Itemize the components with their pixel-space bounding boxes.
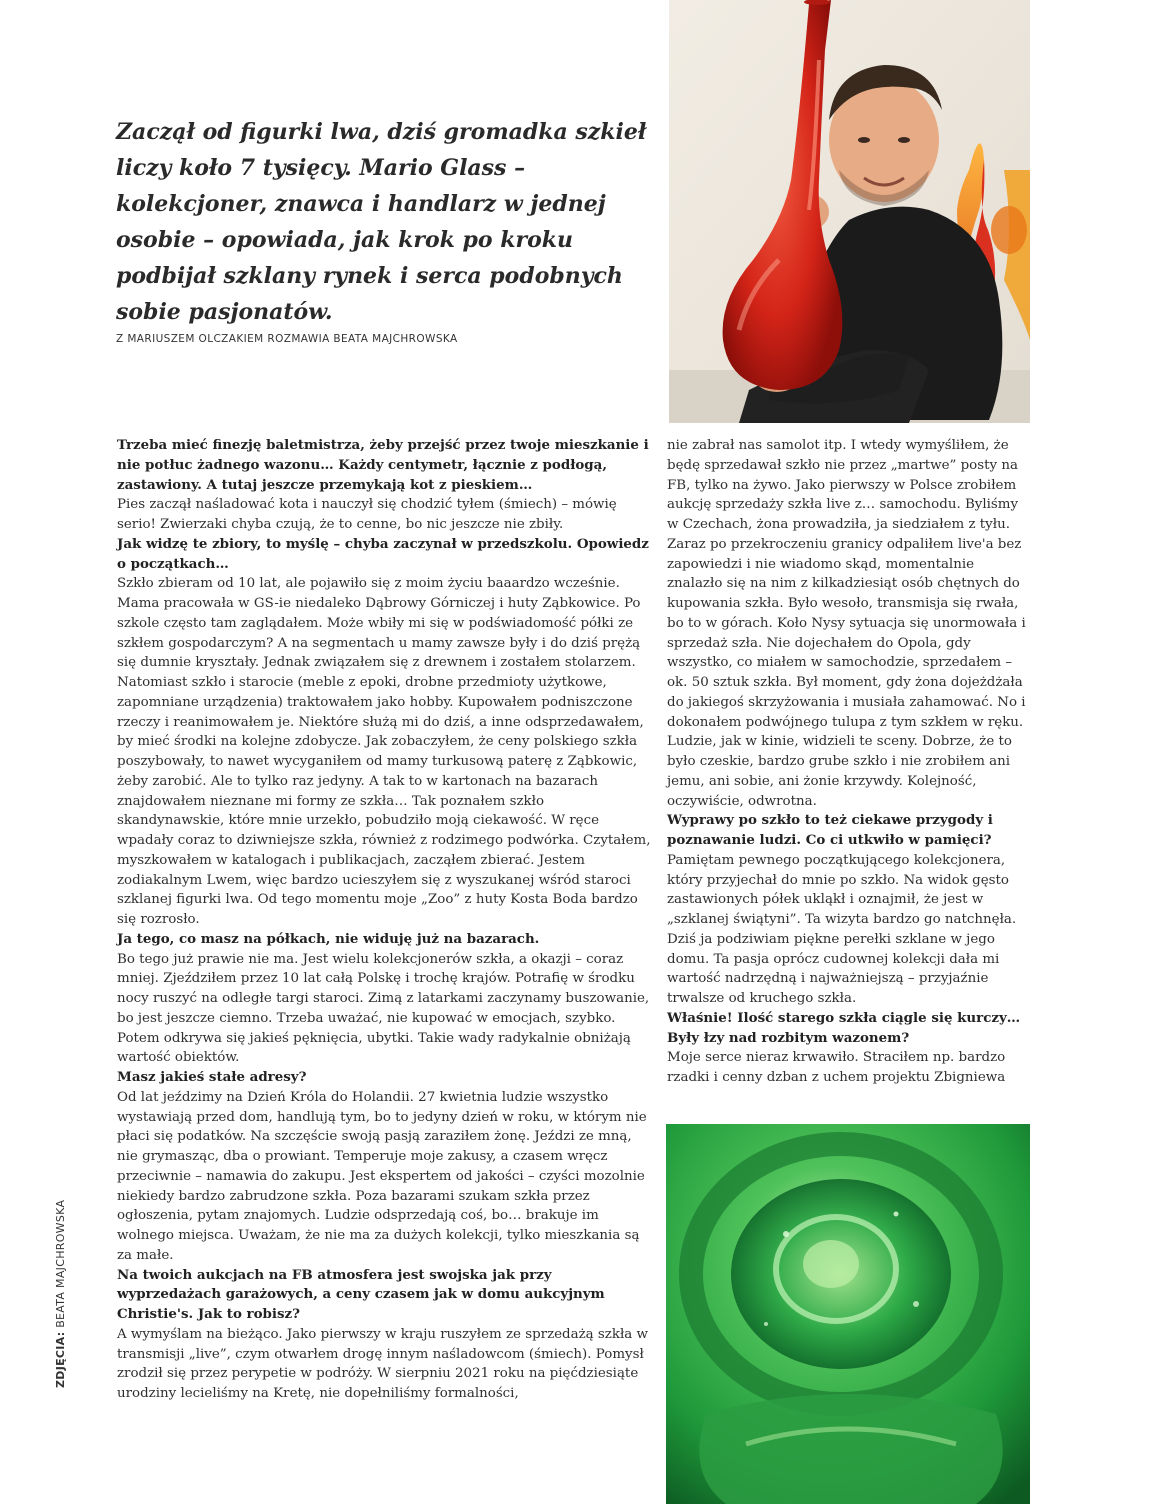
- interview-question: Wyprawy po szkło to też ciekawe przygody i poznawanie ludzi. Co ci utkwiło w pamięci?: [667, 812, 993, 848]
- interview-answer: nie zabrał nas samolot itp. I wtedy wymyśliłem, że będę sprzedawał szkło nie przez „martwe” posty na FB, tylko na żywo. Jako pierwszy w Polsce zrobiłem aukcję sprzedaży szkła live z… samochodu. Byliśmy w Czechach, żona prowadziła, ja siedziałem z tyłu. Zaraz po przekroczeniu granicy odpaliłem live'a bez zapowiedzi i nie wiadomo skąd, momentalnie znalazło się na nim z kilkadziesiąt osób chętnych do kupowania szkła. Było wesoło, transmisja się rwała, bo to w górach. Koło Nysy sytuacja się unormowała i sprzedaż szła. Nie dojechałem do Opola, gdy wszystko, co miałem w samochodzie, sprzedałem – ok. 50 sztuk szkła. Był moment, gdy żona dojeżdżała do jakiegoś skrzyżowania i musiała zahamować. No i dokonałem podwójnego tulupa z tym szkłem w ręku. Ludzie, jak w kinie, widzieli te sceny. Dobrze, że to było czeskie, bardzo grube szkło i nie zrobiłem ani jemu, ani sobie, ani żonie krzywdy. Kolejność, oczywiście, odwrotna.: [667, 438, 1026, 809]
- article-column-left: [117, 436, 655, 1404]
- interview-answer: A wymyślam na bieżąco. Jako pierwszy w kraju ruszyłem ze sprzedażą szkła w transmisji „live”, czym otwarłem drogę innym naśladowcom (śmiech). Pomysł zrodził się przez perypetie w podróży. W sierpniu 2021 roku na pięćdziesiąte urodziny lecieliśmy na Kretę, nie dopełniliśmy formalności,: [117, 1326, 648, 1401]
- interview-question: Ja tego, co masz na półkach, nie widuję już na bazarach.: [117, 930, 540, 947]
- interview-answer: Pamiętam pewnego początkującego kolekcjonera, który przyjechał do mnie po szkło. Na widok gęsto zastawionych półek ukląkł i oznajmił, że jest w „szklanej świątyni”. Ta wizyta bardzo go natchnęła. Dziś ja podziwiam piękne perełki szklane w jego domu. Ta pasja oprócz cudownej kolekcji dała mi wartość nadrzędną i najważniejszą – przyjaźnie trwalsze od kruchego szkła.: [667, 852, 1017, 1006]
- interview-answer: Od lat jeździmy na Dzień Króla do Holandii. 27 kwietnia ludzie wszystko wystawiają przed dom, handlują tym, bo to jedyny dzień w roku, w którym nie płaci się podatków. Na szczęście swoją pasją zaraziłem żonę. Jeździ ze mną, nie grymasząc, dba o prowiant. Temperuje moje zakusy, a czasem wręcz przeciwnie – namawia do zakupu. Jest ekspertem od jakości – czyści mozolnie niekiedy bardzo zabrudzone szkła. Poza bazarami szukam szkła przez ogłoszenia, pytam znajomych. Ludzie odsprzedają coś, bo… brakuje im wolnego miejsca. Uważam, że nie ma za dużych kolekcji, tylko mieszkania są za małe.: [117, 1089, 647, 1263]
- interview-question: Właśnie! Ilość starego szkła ciągle się kurczy… Były łzy nad rozbitym wazonem?: [667, 1009, 1021, 1046]
- interview-answer: Pies zaczął naśladować kota i nauczył się chodzić tyłem (śmiech) – mówię serio! Zwierzaki chyba czują, że to cenne, bo nic jeszcze nie zbiły.: [117, 497, 617, 532]
- interview-answer: Moje serce nieraz krwawiło. Straciłem np. bardzo rzadki i cenny dzban z uchem projektu Zbigniewa: [667, 1050, 1006, 1085]
- photo-credit: [54, 1198, 70, 1388]
- article-column-right: [667, 436, 1029, 1088]
- interview-question: Trzeba mieć finezję baletmistrza, żeby przejść przez twoje mieszkanie i nie potłuc żadnego wazonu… Każdy centymetr, łącznie z podłogą, zastawiony. A tutaj jeszcze przemykają kot z pieskiem…: [117, 437, 649, 493]
- interview-answer: Bo tego już prawie nie ma. Jest wielu kolekcjonerów szkła, a okazji – coraz mniej. Zjeździłem przez 10 lat całą Polskę i trochę krajów. Potrafię w środku nocy ruszyć na odległe targi staroci. Zimą z latarkami zaczynamy buszowanie, bo jest jeszcze ciemno. Trzeba uważać, nie kupować w emocjach, szybko. Potem odkrywa się jakieś pęknięcia, ubytki. Takie wady radykalnie obniżają wartość obiektów.: [117, 951, 650, 1066]
- lead-paragraph: Zaczął od figurki lwa, dziś gromadka szkieł liczy koło 7 tysięcy. Mario Glass – kolekcjoner, znawca i handlarz w jednej osobie – opowiada, jak krok po kroku podbijał szklany rynek i serca podobnych sobie pasjonatów.: [116, 119, 647, 325]
- interview-question: Masz jakieś stałe adresy?: [117, 1069, 307, 1085]
- photo-credit-name: BEATA MAJCHROWSKA: [54, 1199, 67, 1328]
- photo-green-glass-detail: [666, 1124, 1030, 1504]
- interview-question: Jak widzę te zbiory, to myślę – chyba zaczynał w przedszkolu. Opowiedz o początkach…: [117, 535, 649, 572]
- photo-collector-with-red-vase: [669, 0, 1030, 423]
- photo-credit-label: ZDJĘCIA:: [54, 1331, 67, 1388]
- byline: Z MARIUSZEM OLCZAKIEM ROZMAWIA BEATA MAJCHROWSKA: [116, 333, 458, 345]
- interview-question: Na twoich aukcjach na FB atmosfera jest swojska jak przy wyprzedażach garażowych, a ceny czasem jak w domu aukcyjnym Christie's. Jak to robisz?: [117, 1266, 605, 1322]
- interview-answer: Szkło zbieram od 10 lat, ale pojawiło się z moim życiu baaardzo wcześnie. Mama pracowała w GS-ie niedaleko Dąbrowy Górniczej i huty Ząbkowice. Po szkole często tam zaglądałem. Może wbiły mi się w podświadomość półki ze szkłem gospodarczym? A na segmentach u mamy zawsze były i do dziś prężą się dumnie kryształy. Jednak związałem się z drewnem i zostałem stolarzem. Natomiast szkło i starocie (meble z epoki, drobne przedmioty użytkowe, zapomniane urządzenia) traktowałem jako hobby. Kupowałem podniszczone rzeczy i reanimowałem je. Niektóre służą mi do dziś, a inne odsprzedawałem, by mieć środki na kolejne zdobycze. Jak zobaczyłem, że ceny polskiego szkła poszybowały, to nawet wycyganiłem od mamy turkusową paterę z Ząbkowic, żeby zarobić. Ale to tylko raz jedyny. A tak to w kartonach na bazarach znajdowałem nieznane mi formy ze szkła… Tak poznałem szkło skandynawskie, które mnie urzekło, pobudziło moją ciekawość. W ręce wpadały coraz to dziwniejsze szkła, również z rodzimego podwórka. Czytałem, myszkowałem w katalogach i publikacjach, zacząłem zbierać. Jestem zodiakalnym Lwem, więc bardzo ucieszyłem się z wyszukanej wśród staroci szklanej figurki lwa. Od tego momentu moje „Zoo” z huty Kosta Boda bardzo się rozrosło.: [117, 576, 651, 927]
